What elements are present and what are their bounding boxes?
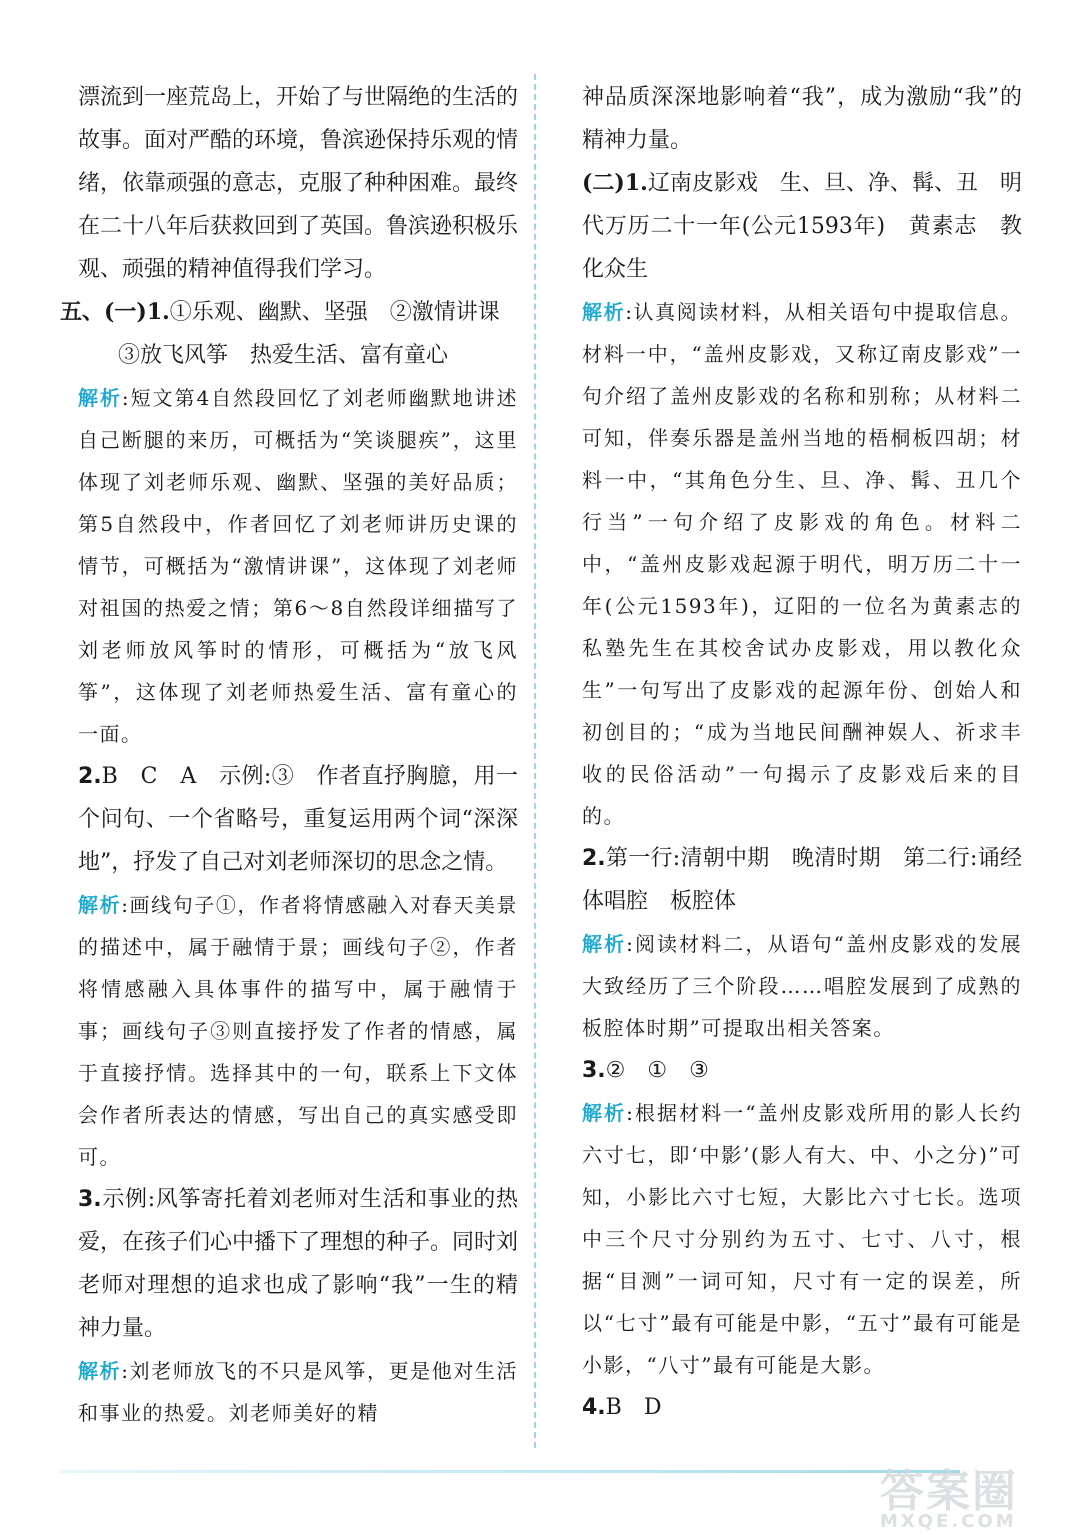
question-5-3 xyxy=(78,1178,518,1350)
analysis-text: :阅读材料二，从语句“盖州皮影戏的发展大致经历了三个阶段……唱腔发展到了成熟的板腔体时期”可提取出相关答案。 xyxy=(582,932,1022,1040)
left-column xyxy=(60,76,519,1434)
analysis-5-3 xyxy=(78,1350,518,1434)
analysis-tag: 解析 xyxy=(582,1101,627,1125)
question-answer: B D xyxy=(605,1395,662,1420)
analysis-text: :短文第4自然段回忆了刘老师幽默地讲述自己断腿的来历，可概括为“笑谈腿疾”，这里体现了刘老师乐观、幽默、坚强的美好品质；第5自然段中，作者回忆了刘老师讲历史课的情节，可概括为“激情讲课”，这体现了刘老师对祖国的热爱之情；第6～8自然段详细描写了刘老师放风筝时的情形，可概括为“放飞风筝”，这体现了刘老师热爱生活、富有童心的一面。 xyxy=(78,386,518,746)
question-5-2 xyxy=(78,755,518,884)
question-number: 3. xyxy=(78,1187,102,1212)
question-2-3 xyxy=(582,1049,1022,1092)
question-2-4 xyxy=(582,1386,1022,1429)
question-answer: 辽南皮影戏 生、旦、净、髯、丑 明代万历二十一年(公元1593年) 黄素志 教化众生 xyxy=(582,171,1022,282)
question-2-2 xyxy=(582,837,1022,923)
analysis-5-2 xyxy=(78,884,518,1178)
analysis-tag: 解析 xyxy=(582,932,627,956)
watermark-text: 答案圈 xyxy=(880,1466,1018,1517)
question-answer: B C A 示例:③ 作者直抒胸臆，用一个问句、一个省略号，重复运用两个词“深深地”，抒发了自己对刘老师深切的思念之情。 xyxy=(78,764,518,875)
question-number: 2. xyxy=(78,764,102,789)
question-2-1-label: (二)1. xyxy=(582,170,648,196)
left-intro-paragraph: 漂流到一座荒岛上，开始了与世隔绝的生活的故事。面对严酷的环境，鲁滨逊保持乐观的情绪，依靠顽强的意志，克服了种种困难。最终在二十八年后获救回到了英国。鲁滨逊积极乐观、顽强的精神值得我们学习。 xyxy=(78,85,519,282)
analysis-tag: 解析 xyxy=(582,300,626,324)
right-column xyxy=(582,76,1022,1429)
analysis-5-1 xyxy=(78,377,518,755)
watermark-subtext: MXQE.COM xyxy=(880,1511,1017,1532)
right-intro-paragraph: 神品质深深地影响着“我”，成为激励“我”的精神力量。 xyxy=(582,85,1022,153)
question-5-1-answer-line2: ③放飞风筝 热爱生活、富有童心 xyxy=(118,343,449,368)
analysis-tag: 解析 xyxy=(78,893,122,917)
question-5-1-label: 五、(一)1. xyxy=(60,299,170,325)
analysis-text: :根据材料一“盖州皮影戏所用的影人长约六寸七，即‘中影’(影人有大、中、小之分)”可知，小影比六寸七短，大影比六寸七长。选项中三个尺寸分别约为五寸、七寸、八寸，根据“目测”一词可知，尺寸有一定的误差，所以“七寸”最有可能是中影，“五寸”最有可能是小影，“八寸”最有可能是大影。 xyxy=(582,1101,1022,1377)
question-answer: 示例:风筝寄托着刘老师对生活和事业的热爱，在孩子们心中播下了理想的种子。同时刘老师对理想的追求也成了影响“我”一生的精神力量。 xyxy=(78,1187,519,1341)
analysis-tag: 解析 xyxy=(78,386,122,410)
question-2-1 xyxy=(582,162,1022,291)
question-number: 4. xyxy=(582,1395,606,1420)
question-5-1 xyxy=(60,291,518,334)
watermark-logo xyxy=(880,1455,1050,1532)
question-number: 2. xyxy=(582,846,606,871)
analysis-tag: 解析 xyxy=(78,1359,122,1383)
analysis-text: :刘老师放飞的不只是风筝，更是他对生活和事业的热爱。刘老师美好的精 xyxy=(78,1359,519,1425)
question-5-1-answer-line1: ①乐观、幽默、坚强 ②激情讲课 xyxy=(169,300,500,325)
analysis-2-3 xyxy=(582,1092,1022,1386)
question-answer: ② ① ③ xyxy=(605,1058,709,1083)
question-answer: 第一行:清朝中期 晚清时期 第二行:诵经体唱腔 板腔体 xyxy=(582,846,1022,914)
analysis-2-2 xyxy=(582,923,1022,1049)
column-divider xyxy=(534,74,536,1448)
analysis-2-1 xyxy=(582,291,1022,837)
question-number: 3. xyxy=(582,1058,606,1083)
analysis-text: :认真阅读材料，从相关语句中提取信息。材料一中，“盖州皮影戏，又称辽南皮影戏”一句介绍了盖州皮影戏的名称和别称；从材料二可知，伴奏乐器是盖州当地的梧桐板四胡；材料一中，“其角色分生、旦、净、髯、丑几个行当”一句介绍了皮影戏的角色。材料二中，“盖州皮影戏起源于明代，明万历二十一年(公元1593年)，辽阳的一位名为黄素志的私塾先生在其校舍试办皮影戏，用以教化众生”一句写出了皮影戏的起源年份、创始人和初创目的；“成为当地民间酬神娱人、祈求丰收的民俗活动”一句揭示了皮影戏后来的目的。 xyxy=(582,300,1023,828)
footer-rule xyxy=(60,1470,960,1473)
analysis-text: :画线句子①，作者将情感融入对春天美景的描述中，属于融情于景；画线句子②，作者将情感融入具体事件的描写中，属于融情于事；画线句子③则直接抒发了作者的情感，属于直接抒情。选择其中的一句，联系上下文体会作者所表达的情感，写出自己的真实感受即可。 xyxy=(78,893,519,1169)
